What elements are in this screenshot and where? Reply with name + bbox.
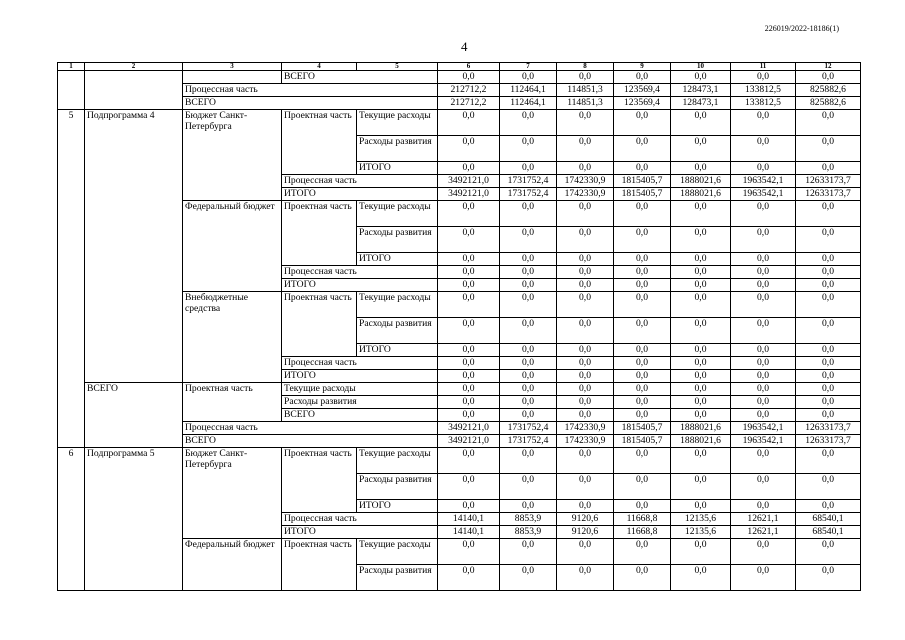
value-cell: 0,0 — [614, 136, 671, 162]
value-cell: 0,0 — [557, 370, 614, 383]
value-cell: 0,0 — [438, 227, 500, 253]
total-label: ВСЕГО — [85, 383, 183, 448]
value-cell: 0,0 — [614, 448, 671, 474]
value-cell: 0,0 — [671, 474, 731, 500]
value-cell: 0,0 — [614, 318, 671, 344]
column-header: 4 — [282, 63, 357, 71]
row-number: 5 — [58, 110, 85, 448]
value-cell: 1888021,6 — [671, 188, 731, 201]
value-cell: 123569,4 — [614, 97, 671, 110]
expense-label: ИТОГО — [357, 344, 438, 357]
value-cell: 0,0 — [731, 448, 796, 474]
value-cell: 0,0 — [500, 136, 557, 162]
row-label: ИТОГО — [282, 370, 438, 383]
expense-label: Расходы развития — [357, 136, 438, 162]
value-cell: 0,0 — [438, 266, 500, 279]
value-cell: 0,0 — [731, 227, 796, 253]
subprogram-name: Подпрограмма 4 — [85, 110, 183, 383]
value-cell: 825882,6 — [796, 84, 861, 97]
row-label: Процессная часть — [282, 175, 438, 188]
value-cell: 14140,1 — [438, 526, 500, 539]
value-cell: 1731752,4 — [500, 422, 557, 435]
expense-label: ИТОГО — [357, 253, 438, 266]
value-cell: 0,0 — [731, 266, 796, 279]
value-cell: 1731752,4 — [500, 175, 557, 188]
value-cell: 0,0 — [438, 500, 500, 513]
table-row — [58, 63, 861, 71]
row-label: Процессная часть — [183, 84, 438, 97]
value-cell: 0,0 — [557, 500, 614, 513]
value-cell: 0,0 — [731, 136, 796, 162]
value-cell: 0,0 — [500, 448, 557, 474]
value-cell: 1815405,7 — [614, 175, 671, 188]
column-header: 11 — [731, 63, 796, 71]
value-cell: 0,0 — [438, 136, 500, 162]
value-cell: 68540,1 — [796, 526, 861, 539]
value-cell: 0,0 — [796, 474, 861, 500]
value-cell: 0,0 — [731, 409, 796, 422]
value-cell: 3492121,0 — [438, 435, 500, 448]
document-id: 226019/2022-18186(1) — [764, 24, 839, 33]
value-cell: 0,0 — [557, 253, 614, 266]
value-cell: 0,0 — [557, 448, 614, 474]
value-cell: 8853,9 — [500, 513, 557, 526]
value-cell: 1963542,1 — [731, 435, 796, 448]
value-cell: 0,0 — [500, 500, 557, 513]
value-cell: 0,0 — [438, 110, 500, 136]
value-cell: 0,0 — [796, 318, 861, 344]
value-cell: 1815405,7 — [614, 188, 671, 201]
value-cell: 1963542,1 — [731, 175, 796, 188]
value-cell: 0,0 — [500, 266, 557, 279]
value-cell: 0,0 — [731, 110, 796, 136]
value-cell: 1888021,6 — [671, 435, 731, 448]
part-label: Проектная часть — [282, 539, 357, 591]
value-cell: 0,0 — [614, 370, 671, 383]
value-cell: 0,0 — [796, 396, 861, 409]
num-cell — [58, 71, 85, 110]
expense-label: Текущие расходы — [357, 292, 438, 318]
value-cell: 12135,6 — [671, 526, 731, 539]
value-cell: 0,0 — [796, 136, 861, 162]
value-cell: 0,0 — [796, 357, 861, 370]
value-cell: 0,0 — [731, 253, 796, 266]
part-label: Проектная часть — [282, 110, 357, 175]
program-cell — [85, 71, 183, 110]
expense-label: Текущие расходы — [357, 448, 438, 474]
value-cell: 0,0 — [796, 162, 861, 175]
value-cell: 0,0 — [731, 344, 796, 357]
value-cell: 0,0 — [557, 71, 614, 84]
row-label: ВСЕГО — [282, 71, 438, 84]
value-cell: 0,0 — [796, 266, 861, 279]
row-label: Процессная часть — [282, 357, 438, 370]
value-cell: 0,0 — [557, 201, 614, 227]
part-label: Проектная часть — [183, 383, 282, 422]
value-cell: 0,0 — [557, 318, 614, 344]
value-cell: 0,0 — [557, 409, 614, 422]
value-cell: 0,0 — [671, 344, 731, 357]
value-cell: 0,0 — [671, 71, 731, 84]
value-cell: 0,0 — [796, 201, 861, 227]
value-cell: 0,0 — [500, 474, 557, 500]
value-cell: 0,0 — [796, 409, 861, 422]
value-cell: 3492121,0 — [438, 188, 500, 201]
value-cell: 0,0 — [671, 409, 731, 422]
value-cell: 0,0 — [671, 110, 731, 136]
expense-label: ИТОГО — [357, 162, 438, 175]
value-cell: 114851,3 — [557, 97, 614, 110]
value-cell: 112464,1 — [500, 84, 557, 97]
value-cell: 0,0 — [731, 474, 796, 500]
page-number: 4 — [461, 39, 468, 54]
value-cell: 0,0 — [796, 71, 861, 84]
value-cell: 0,0 — [614, 279, 671, 292]
value-cell: 0,0 — [500, 227, 557, 253]
value-cell: 0,0 — [796, 500, 861, 513]
value-cell: 12621,1 — [731, 526, 796, 539]
expense-label: Расходы развития — [282, 396, 438, 409]
value-cell: 12135,6 — [671, 513, 731, 526]
value-cell: 1742330,9 — [557, 435, 614, 448]
column-header: 1 — [58, 63, 85, 71]
expense-label: ВСЕГО — [282, 409, 438, 422]
value-cell: 0,0 — [614, 266, 671, 279]
value-cell: 12633173,7 — [796, 422, 861, 435]
value-cell: 0,0 — [557, 396, 614, 409]
value-cell: 0,0 — [500, 318, 557, 344]
column-header: 2 — [85, 63, 183, 71]
value-cell: 0,0 — [438, 565, 500, 591]
value-cell: 0,0 — [438, 253, 500, 266]
value-cell: 0,0 — [671, 357, 731, 370]
value-cell: 0,0 — [438, 292, 500, 318]
value-cell: 0,0 — [438, 279, 500, 292]
expense-label: ИТОГО — [357, 500, 438, 513]
value-cell: 0,0 — [557, 227, 614, 253]
column-header: 10 — [671, 63, 731, 71]
value-cell: 1742330,9 — [557, 175, 614, 188]
value-cell: 0,0 — [438, 539, 500, 565]
value-cell: 0,0 — [557, 162, 614, 175]
value-cell: 112464,1 — [500, 97, 557, 110]
expense-label: Расходы развития — [357, 318, 438, 344]
value-cell: 0,0 — [557, 266, 614, 279]
value-cell: 3492121,0 — [438, 422, 500, 435]
value-cell: 0,0 — [796, 383, 861, 396]
column-header: 12 — [796, 63, 861, 71]
value-cell: 0,0 — [671, 370, 731, 383]
value-cell: 0,0 — [500, 201, 557, 227]
value-cell: 12633173,7 — [796, 175, 861, 188]
expense-label: Текущие расходы — [357, 201, 438, 227]
column-header: 3 — [183, 63, 282, 71]
row-label: Процессная часть — [183, 422, 438, 435]
value-cell: 9120,6 — [557, 526, 614, 539]
row-label: Процессная часть — [282, 266, 438, 279]
value-cell: 0,0 — [500, 71, 557, 84]
value-cell: 0,0 — [614, 357, 671, 370]
value-cell: 0,0 — [557, 539, 614, 565]
table-row — [58, 448, 861, 474]
source-label: Внебюджетные средства — [183, 292, 282, 383]
row-label: ИТОГО — [282, 188, 438, 201]
table-row — [58, 71, 861, 84]
table-row — [58, 383, 861, 396]
value-cell: 0,0 — [671, 383, 731, 396]
value-cell: 0,0 — [500, 539, 557, 565]
column-header: 5 — [357, 63, 438, 71]
value-cell: 0,0 — [438, 71, 500, 84]
value-cell: 212712,2 — [438, 97, 500, 110]
value-cell: 0,0 — [500, 253, 557, 266]
value-cell: 0,0 — [731, 318, 796, 344]
value-cell: 0,0 — [500, 565, 557, 591]
value-cell: 0,0 — [796, 370, 861, 383]
value-cell: 0,0 — [557, 136, 614, 162]
value-cell: 0,0 — [614, 201, 671, 227]
value-cell: 1742330,9 — [557, 422, 614, 435]
value-cell: 12633173,7 — [796, 435, 861, 448]
value-cell: 1963542,1 — [731, 422, 796, 435]
value-cell: 0,0 — [614, 474, 671, 500]
value-cell: 0,0 — [671, 396, 731, 409]
value-cell: 0,0 — [500, 357, 557, 370]
value-cell: 8853,9 — [500, 526, 557, 539]
value-cell: 0,0 — [796, 292, 861, 318]
column-header: 7 — [500, 63, 557, 71]
value-cell: 0,0 — [557, 357, 614, 370]
row-label: Процессная часть — [282, 513, 438, 526]
value-cell: 0,0 — [614, 71, 671, 84]
value-cell: 0,0 — [671, 162, 731, 175]
value-cell: 1888021,6 — [671, 422, 731, 435]
value-cell: 0,0 — [796, 565, 861, 591]
value-cell: 0,0 — [557, 474, 614, 500]
value-cell: 0,0 — [671, 292, 731, 318]
value-cell: 0,0 — [731, 71, 796, 84]
value-cell: 0,0 — [614, 565, 671, 591]
part-label: Проектная часть — [282, 201, 357, 266]
column-header: 9 — [614, 63, 671, 71]
value-cell: 0,0 — [500, 292, 557, 318]
budget-table — [57, 62, 861, 591]
value-cell: 0,0 — [671, 539, 731, 565]
value-cell: 0,0 — [557, 565, 614, 591]
value-cell: 0,0 — [500, 110, 557, 136]
value-cell: 0,0 — [438, 448, 500, 474]
value-cell: 0,0 — [438, 201, 500, 227]
value-cell: 0,0 — [614, 253, 671, 266]
value-cell: 0,0 — [796, 539, 861, 565]
value-cell: 0,0 — [438, 370, 500, 383]
value-cell: 0,0 — [500, 370, 557, 383]
row-number: 6 — [58, 448, 85, 591]
value-cell: 0,0 — [796, 448, 861, 474]
value-cell: 68540,1 — [796, 513, 861, 526]
value-cell: 0,0 — [731, 357, 796, 370]
value-cell: 0,0 — [796, 253, 861, 266]
value-cell: 0,0 — [557, 279, 614, 292]
value-cell: 0,0 — [614, 162, 671, 175]
expense-label: Текущие расходы — [357, 110, 438, 136]
value-cell: 0,0 — [500, 396, 557, 409]
value-cell: 0,0 — [731, 396, 796, 409]
value-cell: 0,0 — [557, 292, 614, 318]
value-cell: 0,0 — [796, 110, 861, 136]
value-cell: 1963542,1 — [731, 188, 796, 201]
part-label: Проектная часть — [282, 448, 357, 513]
value-cell: 0,0 — [614, 539, 671, 565]
value-cell: 1815405,7 — [614, 422, 671, 435]
value-cell: 0,0 — [614, 292, 671, 318]
value-cell: 0,0 — [731, 383, 796, 396]
value-cell: 0,0 — [731, 565, 796, 591]
value-cell: 0,0 — [614, 110, 671, 136]
value-cell: 0,0 — [671, 253, 731, 266]
value-cell: 123569,4 — [614, 84, 671, 97]
value-cell: 0,0 — [671, 565, 731, 591]
value-cell: 14140,1 — [438, 513, 500, 526]
value-cell: 825882,6 — [796, 97, 861, 110]
value-cell: 0,0 — [671, 201, 731, 227]
value-cell: 128473,1 — [671, 97, 731, 110]
value-cell: 12633173,7 — [796, 188, 861, 201]
value-cell: 0,0 — [500, 409, 557, 422]
value-cell: 0,0 — [731, 539, 796, 565]
value-cell: 1731752,4 — [500, 435, 557, 448]
value-cell: 0,0 — [438, 344, 500, 357]
value-cell: 128473,1 — [671, 84, 731, 97]
subprogram-name: Подпрограмма 5 — [85, 448, 183, 591]
value-cell: 0,0 — [614, 409, 671, 422]
value-cell: 0,0 — [796, 279, 861, 292]
value-cell: 11668,8 — [614, 526, 671, 539]
value-cell: 1815405,7 — [614, 435, 671, 448]
source-label: Бюджет Санкт-Петербурга — [183, 448, 282, 539]
value-cell: 1888021,6 — [671, 175, 731, 188]
value-cell: 0,0 — [557, 110, 614, 136]
value-cell: 0,0 — [731, 370, 796, 383]
value-cell: 0,0 — [614, 344, 671, 357]
expense-label: Расходы развития — [357, 474, 438, 500]
value-cell: 1731752,4 — [500, 188, 557, 201]
source-label: Федеральный бюджет — [183, 539, 282, 591]
row-label: ИТОГО — [282, 526, 438, 539]
value-cell: 114851,3 — [557, 84, 614, 97]
value-cell: 0,0 — [796, 344, 861, 357]
expense-label: Текущие расходы — [282, 383, 438, 396]
value-cell: 0,0 — [731, 279, 796, 292]
value-cell: 9120,6 — [557, 513, 614, 526]
value-cell: 0,0 — [671, 279, 731, 292]
expense-label: Текущие расходы — [357, 539, 438, 565]
value-cell: 0,0 — [438, 383, 500, 396]
value-cell: 0,0 — [500, 162, 557, 175]
value-cell: 0,0 — [557, 344, 614, 357]
row-label: ВСЕГО — [183, 97, 438, 110]
value-cell: 0,0 — [671, 448, 731, 474]
value-cell: 0,0 — [557, 383, 614, 396]
source-label: Бюджет Санкт-Петербурга — [183, 110, 282, 201]
row-label: ИТОГО — [282, 279, 438, 292]
row-label: ВСЕГО — [183, 435, 438, 448]
value-cell: 0,0 — [671, 318, 731, 344]
column-header: 8 — [557, 63, 614, 71]
value-cell: 0,0 — [438, 396, 500, 409]
value-cell: 0,0 — [500, 383, 557, 396]
value-cell: 0,0 — [614, 396, 671, 409]
part-label: Проектная часть — [282, 292, 357, 357]
value-cell: 0,0 — [614, 500, 671, 513]
value-cell: 0,0 — [671, 227, 731, 253]
table-row — [58, 110, 861, 136]
value-cell: 0,0 — [796, 227, 861, 253]
value-cell: 0,0 — [731, 292, 796, 318]
source-label: Федеральный бюджет — [183, 201, 282, 292]
value-cell: 3492121,0 — [438, 175, 500, 188]
value-cell: 0,0 — [438, 409, 500, 422]
value-cell: 0,0 — [438, 474, 500, 500]
value-cell: 0,0 — [731, 201, 796, 227]
value-cell: 0,0 — [614, 383, 671, 396]
value-cell: 0,0 — [438, 318, 500, 344]
expense-label: Расходы развития — [357, 565, 438, 591]
value-cell: 0,0 — [671, 136, 731, 162]
value-cell: 0,0 — [731, 500, 796, 513]
value-cell: 133812,5 — [731, 84, 796, 97]
value-cell: 0,0 — [614, 227, 671, 253]
value-cell: 11668,8 — [614, 513, 671, 526]
value-cell: 0,0 — [731, 162, 796, 175]
value-cell: 0,0 — [438, 162, 500, 175]
value-cell: 133812,5 — [731, 97, 796, 110]
expense-label: Расходы развития — [357, 227, 438, 253]
value-cell: 12621,1 — [731, 513, 796, 526]
value-cell: 0,0 — [500, 279, 557, 292]
value-cell: 0,0 — [438, 357, 500, 370]
value-cell: 0,0 — [500, 344, 557, 357]
value-cell: 0,0 — [671, 266, 731, 279]
value-cell: 0,0 — [671, 500, 731, 513]
value-cell: 1742330,9 — [557, 188, 614, 201]
empty-cell — [183, 71, 282, 84]
value-cell: 212712,2 — [438, 84, 500, 97]
column-header: 6 — [438, 63, 500, 71]
